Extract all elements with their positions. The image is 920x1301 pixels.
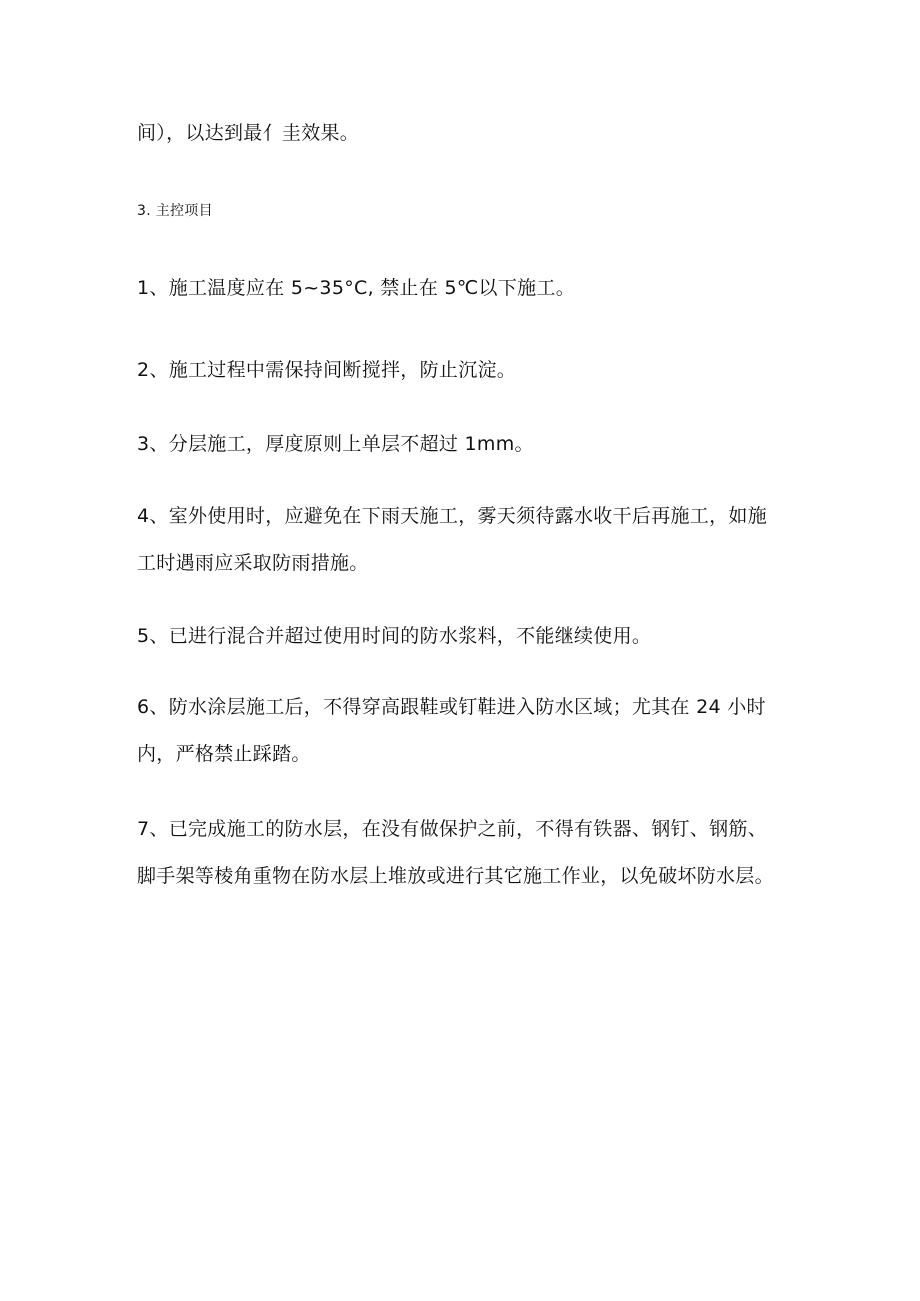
section-heading: 3. 主控项目 — [137, 203, 213, 219]
item-6-line-1: 6、防水涂层施工后，不得穿高跟鞋或钉鞋进入防水区域；尤其在 24 小时 — [137, 696, 766, 718]
item-6-line-2: 内，严格禁止踩踏。 — [137, 743, 311, 765]
item-2-line-1: 2、施工过程中需保持间断搅拌，防止沉淀。 — [137, 359, 517, 381]
item-3-line-1: 3、分层施工，厚度原则上单层不超过 1mm。 — [137, 433, 534, 455]
item-7-line-1: 7、已完成施工的防水层，在没有做保护之前，不得有铁器、钢钉、钢筋、 — [137, 818, 767, 840]
item-4-line-1: 4、室外使用时，应避免在下雨天施工，雾天须待露水收干后再施工，如施 — [137, 505, 767, 527]
item-5-line-1: 5、已进行混合并超过使用时间的防水浆料，不能继续使用。 — [137, 625, 652, 647]
continuation-text: 间），以达到最亻圭效果。 — [137, 122, 360, 144]
item-1-line-1: 1、施工温度应在 5~35°C, 禁止在 5℃以下施工。 — [137, 277, 576, 299]
item-4-line-2: 工时遇雨应采取防雨措施。 — [137, 552, 369, 574]
item-7-line-2: 脚手架等棱角重物在防水层上堆放或进行其它施工作业，以免破坏防水层。 — [137, 865, 774, 887]
